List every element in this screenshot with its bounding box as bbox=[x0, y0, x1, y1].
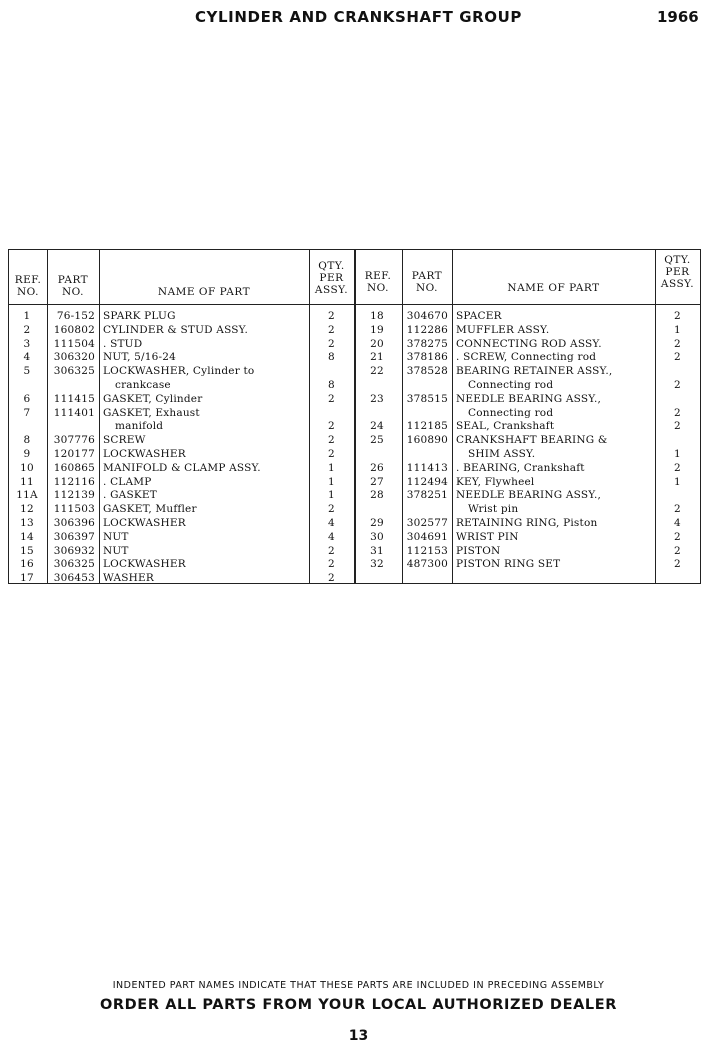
cell-qty-right: 2 bbox=[674, 420, 681, 433]
cell-name-left: LOCKWASHER bbox=[103, 558, 186, 571]
cell-ref-right: 21 bbox=[370, 351, 384, 364]
cell-ref-left: 11A bbox=[16, 489, 38, 502]
cell-part-left: 160865 bbox=[53, 461, 95, 474]
cell-qty-left: 2 bbox=[328, 310, 335, 322]
cell-name-left: LOCKWASHER bbox=[103, 517, 186, 529]
cell-name-right: CONNECTING ROD ASSY. bbox=[456, 337, 602, 350]
cell-part-left: 111415 bbox=[53, 392, 95, 405]
cell-part-right: 160890 bbox=[406, 434, 448, 447]
cell-qty-left: 2 bbox=[328, 434, 335, 447]
cell-qty-right: 2 bbox=[674, 558, 681, 571]
cell-name-left: LOCKWASHER, Cylinder to bbox=[103, 365, 255, 378]
cell-name-left: WASHER bbox=[103, 572, 154, 585]
cell-qty-right: 1 bbox=[674, 323, 681, 336]
cell-qty-right: 2 bbox=[674, 461, 681, 474]
cell-ref-right: 32 bbox=[370, 558, 384, 571]
cell-part-left: 112139 bbox=[53, 489, 95, 502]
cell-part-left: 306453 bbox=[53, 572, 95, 585]
cell-name-right: SEAL, Crankshaft bbox=[456, 420, 555, 433]
cell-ref-left: 4 bbox=[23, 351, 31, 364]
cell-qty-right: 1 bbox=[674, 475, 681, 488]
cell-part-left: 306325 bbox=[53, 558, 95, 571]
cell-part-left: 112116 bbox=[53, 475, 95, 488]
cell-qty-left: 2 bbox=[328, 448, 335, 460]
cell-name-left: . CLAMP bbox=[103, 475, 152, 488]
cell-qty-left: 2 bbox=[328, 420, 335, 433]
cell-ref-left: 6 bbox=[23, 392, 31, 405]
cell-name-right: PISTON RING SET bbox=[456, 558, 561, 571]
cell-qty-left: 2 bbox=[328, 544, 335, 557]
cell-qty-right: 2 bbox=[674, 310, 681, 322]
page-title: CYLINDER AND CRANKSHAFT GROUP bbox=[194, 8, 523, 26]
order-notice: ORDER ALL PARTS FROM YOUR LOCAL AUTHORIZED DEALER bbox=[99, 997, 618, 1013]
cell-qty-right: 4 bbox=[674, 517, 681, 529]
cell-qty-left: 4 bbox=[328, 517, 335, 529]
cell-qty-right: 2 bbox=[674, 406, 681, 419]
cell-ref-right: 27 bbox=[370, 475, 384, 488]
cell-part-right: 112185 bbox=[406, 420, 448, 433]
cell-part-right: 302577 bbox=[406, 517, 448, 529]
cell-part-right: 112153 bbox=[406, 544, 448, 557]
cell-qty-left: 8 bbox=[328, 351, 335, 364]
cell-part-right: 378275 bbox=[406, 337, 448, 350]
cell-ref-left: 5 bbox=[23, 365, 31, 378]
cell-ref-right: 26 bbox=[370, 461, 384, 474]
cell-name-right: KEY, Flywheel bbox=[456, 475, 535, 488]
cell-ref-right: 30 bbox=[370, 530, 384, 543]
header-ref-left: REF. NO. bbox=[14, 274, 42, 298]
cell-ref-left: 13 bbox=[20, 517, 34, 529]
cell-ref-left: 14 bbox=[20, 530, 34, 543]
cell-part-right: 378251 bbox=[406, 489, 448, 502]
cell-part-right: 378528 bbox=[406, 365, 448, 378]
cell-part-left: 306325 bbox=[53, 365, 95, 378]
cell-ref-left: 11 bbox=[20, 475, 34, 488]
indent-note: INDENTED PART NAMES INDICATE THAT THESE PARTS ARE INCLUDED IN PRECEDING ASSEMBLY bbox=[112, 980, 605, 991]
cell-qty-right: 2 bbox=[674, 530, 681, 543]
cell-qty-right: 2 bbox=[674, 351, 681, 364]
page-number: 13 bbox=[348, 1028, 369, 1044]
cell-part-left: 111504 bbox=[53, 337, 95, 350]
cell-ref-right: 18 bbox=[370, 310, 384, 322]
cell-name-left: LOCKWASHER bbox=[103, 448, 186, 460]
cell-qty-left: 1 bbox=[328, 475, 335, 488]
cell-part-left: 160802 bbox=[53, 323, 95, 336]
cell-part-right: 304691 bbox=[406, 530, 448, 543]
cell-part-right: 378515 bbox=[406, 392, 448, 405]
cell-qty-right: 1 bbox=[674, 448, 681, 460]
cell-name-right: SPACER bbox=[456, 310, 502, 322]
cell-name-right: PISTON bbox=[456, 544, 501, 557]
cell-part-right: 487300 bbox=[406, 558, 448, 571]
column-rule bbox=[452, 250, 453, 583]
cell-ref-left: 1 bbox=[23, 310, 31, 322]
cell-name-right: BEARING RETAINER ASSY., bbox=[456, 365, 613, 378]
cell-qty-left: 8 bbox=[328, 379, 335, 391]
header-qty-right: QTY. PER ASSY. bbox=[660, 254, 695, 290]
header-ref-right: REF. NO. bbox=[364, 270, 392, 294]
header-qty-left: QTY. PER ASSY. bbox=[314, 260, 349, 296]
cell-ref-left: 2 bbox=[23, 323, 31, 336]
cell-name-right: Connecting rod bbox=[468, 379, 554, 391]
cell-name-right: NEEDLE BEARING ASSY., bbox=[456, 392, 602, 405]
cell-part-right: 112494 bbox=[406, 475, 448, 488]
cell-name-left: . GASKET bbox=[103, 489, 157, 502]
cell-name-right: NEEDLE BEARING ASSY., bbox=[456, 489, 602, 502]
cell-qty-left: 1 bbox=[328, 461, 335, 474]
cell-part-left: 76-152 bbox=[56, 310, 95, 322]
cell-qty-right: 2 bbox=[674, 337, 681, 350]
cell-part-right: 112286 bbox=[406, 323, 448, 336]
cell-ref-left: 10 bbox=[20, 461, 34, 474]
cell-ref-right: 24 bbox=[370, 420, 384, 433]
cell-part-right: 378186 bbox=[406, 351, 448, 364]
cell-name-left: GASKET, Muffler bbox=[103, 503, 197, 516]
cell-name-right: MUFFLER ASSY. bbox=[456, 323, 550, 336]
cell-qty-right: 2 bbox=[674, 544, 681, 557]
cell-part-left: 111503 bbox=[53, 503, 95, 516]
cell-ref-left: 17 bbox=[20, 572, 34, 585]
cell-ref-left: 12 bbox=[20, 503, 34, 516]
header-part-left: PART NO. bbox=[57, 274, 89, 298]
cell-name-left: NUT bbox=[103, 544, 129, 557]
cell-ref-right: 31 bbox=[370, 544, 384, 557]
cell-ref-right: 22 bbox=[370, 365, 384, 378]
cell-part-right: 304670 bbox=[406, 310, 448, 322]
cell-name-left: GASKET, Exhaust bbox=[103, 406, 200, 419]
cell-name-right: Connecting rod bbox=[468, 406, 554, 419]
cell-name-left: NUT, 5/16-24 bbox=[103, 351, 177, 364]
cell-name-left: MANIFOLD & CLAMP ASSY. bbox=[103, 461, 261, 474]
header-name-right: NAME OF PART bbox=[507, 282, 600, 294]
cell-name-left: CYLINDER & STUD ASSY. bbox=[103, 323, 248, 336]
cell-part-left: 307776 bbox=[53, 434, 95, 447]
cell-part-left: 306932 bbox=[53, 544, 95, 557]
cell-ref-right: 19 bbox=[370, 323, 384, 336]
cell-name-right: CRANKSHAFT BEARING & bbox=[456, 434, 608, 447]
cell-ref-right: 28 bbox=[370, 489, 384, 502]
cell-part-left: 306397 bbox=[53, 530, 95, 543]
cell-qty-left: 2 bbox=[328, 323, 335, 336]
cell-name-right: Wrist pin bbox=[468, 503, 519, 516]
cell-qty-left: 1 bbox=[328, 489, 335, 502]
cell-name-left: NUT bbox=[103, 530, 129, 543]
cell-ref-left: 3 bbox=[23, 337, 31, 350]
cell-ref-right: 23 bbox=[370, 392, 384, 405]
header-name-left: NAME OF PART bbox=[157, 286, 251, 298]
cell-qty-left: 2 bbox=[328, 503, 335, 516]
cell-name-left: manifold bbox=[115, 420, 164, 433]
cell-part-left: 120177 bbox=[53, 448, 95, 460]
cell-part-left: 111401 bbox=[53, 406, 95, 419]
cell-qty-left: 2 bbox=[328, 558, 335, 571]
cell-name-left: crankcase bbox=[115, 379, 171, 391]
cell-name-right: . SCREW, Connecting rod bbox=[456, 351, 597, 364]
cell-ref-left: 7 bbox=[23, 406, 31, 419]
cell-qty-left: 2 bbox=[328, 392, 335, 405]
cell-qty-left: 2 bbox=[328, 337, 335, 350]
cell-name-left: SPARK PLUG bbox=[103, 310, 176, 322]
cell-part-left: 306396 bbox=[53, 517, 95, 529]
parts-table bbox=[8, 249, 701, 584]
cell-name-right: SHIM ASSY. bbox=[468, 448, 536, 460]
cell-qty-right: 2 bbox=[674, 503, 681, 516]
cell-name-right: RETAINING RING, Piston bbox=[456, 517, 598, 529]
cell-ref-left: 16 bbox=[20, 558, 34, 571]
cell-ref-right: 29 bbox=[370, 517, 384, 529]
cell-name-left: SCREW bbox=[103, 434, 146, 447]
cell-ref-right: 25 bbox=[370, 434, 384, 447]
cell-qty-right: 2 bbox=[674, 379, 681, 391]
cell-name-right: . BEARING, Crankshaft bbox=[456, 461, 585, 474]
cell-ref-right: 20 bbox=[370, 337, 384, 350]
cell-part-left: 306320 bbox=[53, 351, 95, 364]
header-part-right: PART NO. bbox=[411, 270, 443, 294]
column-rule bbox=[99, 250, 100, 583]
cell-part-right: 111413 bbox=[406, 461, 448, 474]
cell-ref-left: 9 bbox=[23, 448, 31, 460]
cell-name-left: GASKET, Cylinder bbox=[103, 392, 203, 405]
cell-ref-left: 8 bbox=[23, 434, 31, 447]
cell-name-right: WRIST PIN bbox=[456, 530, 519, 543]
cell-qty-left: 2 bbox=[328, 572, 335, 585]
cell-name-left: . STUD bbox=[103, 337, 143, 350]
cell-ref-left: 15 bbox=[20, 544, 34, 557]
year-label: 1966 bbox=[657, 8, 699, 26]
cell-qty-left: 4 bbox=[328, 530, 335, 543]
